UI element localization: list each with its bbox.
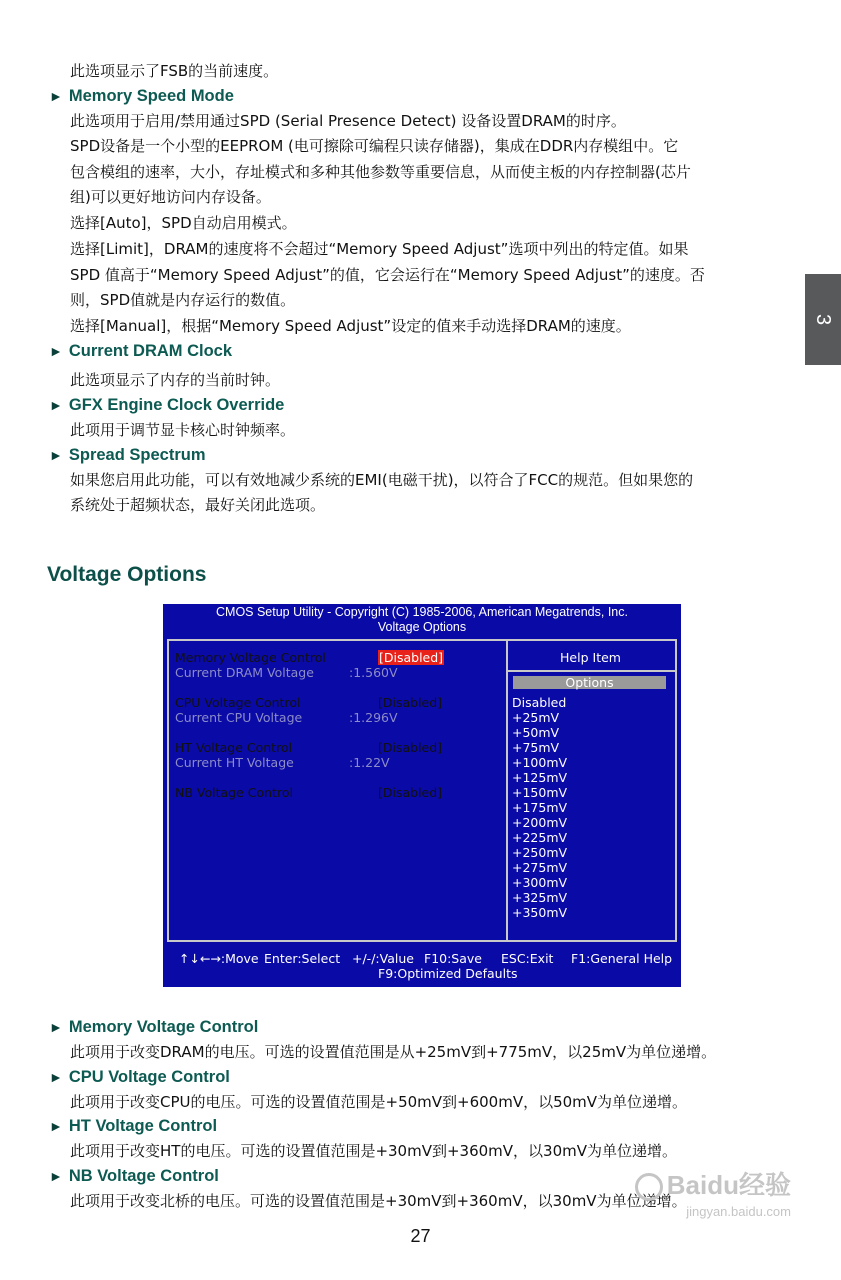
option-item[interactable]: +200mV (512, 815, 568, 830)
triangle-bullet-icon: ► (49, 88, 63, 104)
options-header: Options (513, 676, 666, 689)
bios-title: CMOS Setup Utility - Copyright (C) 1985-2006, American Megatrends, Inc. (216, 605, 628, 619)
body-line: 系统处于超频状态，最好关闭此选项。 (70, 496, 326, 514)
body-line: 此项用于改变DRAM的电压。可选的设置值范围是从+25mV到+775mV，以25mV为单位递增。 (70, 1043, 717, 1061)
watermark: Baidu经验 jingyan.baidu.com (635, 1165, 791, 1219)
footer-exit: ESC:Exit (501, 951, 554, 966)
option-item[interactable]: +225mV (512, 830, 568, 845)
body-line: SPD 值高于“Memory Speed Adjust”的值，它会运行在“Memory Speed Adjust”的速度。否 (70, 266, 705, 284)
heading-gfx-engine-clock-override: ► GFX Engine Clock Override (49, 396, 285, 414)
body-line: 此项用于调节显卡核心时钟频率。 (70, 421, 296, 439)
triangle-bullet-icon: ► (49, 397, 63, 413)
bios-row-value-selected[interactable]: [Disabled] (379, 650, 444, 665)
body-line: 如果您启用此功能，可以有效地减少系统的EMI(电磁干扰)，以符合了FCC的规范。但如果您的 (70, 471, 694, 489)
footer-select: Enter:Select (264, 951, 341, 966)
heading-spread-spectrum: ► Spread Spectrum (49, 446, 206, 464)
bios-row-label: HT Voltage Control (175, 740, 293, 755)
body-line: 则，SPD值就是内存运行的数值。 (70, 291, 296, 309)
heading-cpu-voltage-control: ► CPU Voltage Control (49, 1068, 230, 1086)
option-item[interactable]: +100mV (512, 755, 568, 770)
option-item[interactable]: +275mV (512, 860, 568, 875)
triangle-bullet-icon: ► (49, 1168, 63, 1184)
bios-row-value: :1.296V (349, 710, 398, 725)
option-item[interactable]: +50mV (512, 725, 560, 740)
triangle-bullet-icon: ► (49, 447, 63, 463)
bios-row-label: NB Voltage Control (175, 785, 293, 800)
body-line: 选择[Auto]，SPD自动启用模式。 (70, 214, 297, 232)
body-line: 包含模组的速率，大小，存址模式和多种其他参数等重要信息，从而使主板的内存控制器(芯片 (70, 163, 691, 181)
footer-save: F10:Save (424, 951, 482, 966)
triangle-bullet-icon: ► (49, 1118, 63, 1134)
chapter-tab: 3 (805, 274, 841, 365)
heading-ht-voltage-control: ► HT Voltage Control (49, 1117, 218, 1135)
body-line: 此选项显示了内存的当前时钟。 (70, 371, 281, 389)
bios-row-label: Current DRAM Voltage (175, 665, 314, 680)
heading-current-dram-clock: ► Current DRAM Clock (49, 342, 233, 360)
bios-row-value: :1.560V (349, 665, 398, 680)
bios-row-label: Memory Voltage Control (175, 650, 326, 665)
bios-row-value: :1.22V (349, 755, 390, 770)
triangle-bullet-icon: ► (49, 343, 63, 359)
option-item[interactable]: +125mV (512, 770, 568, 785)
bios-row-value[interactable]: [Disabled] (378, 740, 443, 755)
section-title: Voltage Options (47, 563, 207, 586)
triangle-bullet-icon: ► (49, 1069, 63, 1085)
bios-row-value[interactable]: [Disabled] (378, 695, 443, 710)
triangle-bullet-icon: ► (49, 1019, 63, 1035)
option-item[interactable]: +350mV (512, 905, 568, 920)
help-item-title: Help Item (560, 650, 621, 665)
option-item[interactable]: +300mV (512, 875, 568, 890)
body-line: 此项用于改变HT的电压。可选的设置值范围是+30mV到+360mV，以30mV为单位递增。 (70, 1142, 678, 1160)
body-line: 此项用于改变CPU的电压。可选的设置值范围是+50mV到+600mV，以50mV为单位递增。 (70, 1093, 688, 1111)
footer-optimized-defaults: F9:Optimized Defaults (378, 966, 518, 981)
bios-subtitle: Voltage Options (377, 620, 467, 634)
option-item[interactable]: +150mV (512, 785, 568, 800)
footer-general-help: F1:General Help (571, 951, 673, 966)
paw-logo-icon (635, 1173, 663, 1201)
body-line: 此项用于改变北桥的电压。可选的设置值范围是+30mV到+360mV，以30mV为单位递增。 (70, 1192, 687, 1210)
option-item[interactable]: +325mV (512, 890, 568, 905)
heading-memory-voltage-control: ► Memory Voltage Control (49, 1018, 259, 1036)
body-line: 此选项用于启用/禁用通过SPD (Serial Presence Detect) 设备设置DRAM的时序。 (70, 112, 626, 130)
bios-row-label: Current HT Voltage (175, 755, 294, 770)
option-item[interactable]: +75mV (512, 740, 560, 755)
body-line: 选择[Limit]，DRAM的速度将不会超过“Memory Speed Adjust”选项中列出的特定值。如果 (70, 240, 689, 258)
option-item[interactable]: +250mV (512, 845, 568, 860)
page-number: 27 (410, 1226, 431, 1246)
footer-value: +/-/:Value (352, 951, 414, 966)
footer-move: ↑↓←→:Move (179, 951, 259, 966)
heading-memory-speed-mode: ► Memory Speed Mode (49, 87, 234, 105)
body-line: 选择[Manual]，根据“Memory Speed Adjust”设定的值来手动选择DRAM的速度。 (70, 317, 631, 335)
option-item[interactable]: Disabled (512, 695, 567, 710)
bios-row-label: CPU Voltage Control (175, 695, 301, 710)
bios-row-value[interactable]: [Disabled] (378, 785, 443, 800)
body-line: 组)可以更好地访问内存设备。 (70, 188, 271, 206)
intro-text: 此选项显示了FSB的当前速度。 (70, 62, 279, 80)
help-separator (508, 670, 675, 672)
option-item[interactable]: +175mV (512, 800, 568, 815)
bios-divider (506, 640, 508, 941)
heading-nb-voltage-control: ► NB Voltage Control (49, 1167, 219, 1185)
bios-row-label: Current CPU Voltage (175, 710, 303, 725)
body-line: SPD设备是一个小型的EEPROM (电可擦除可编程只读存储器)，集成在DDR内存模组中。它 (70, 137, 679, 155)
option-item[interactable]: +25mV (512, 710, 560, 725)
